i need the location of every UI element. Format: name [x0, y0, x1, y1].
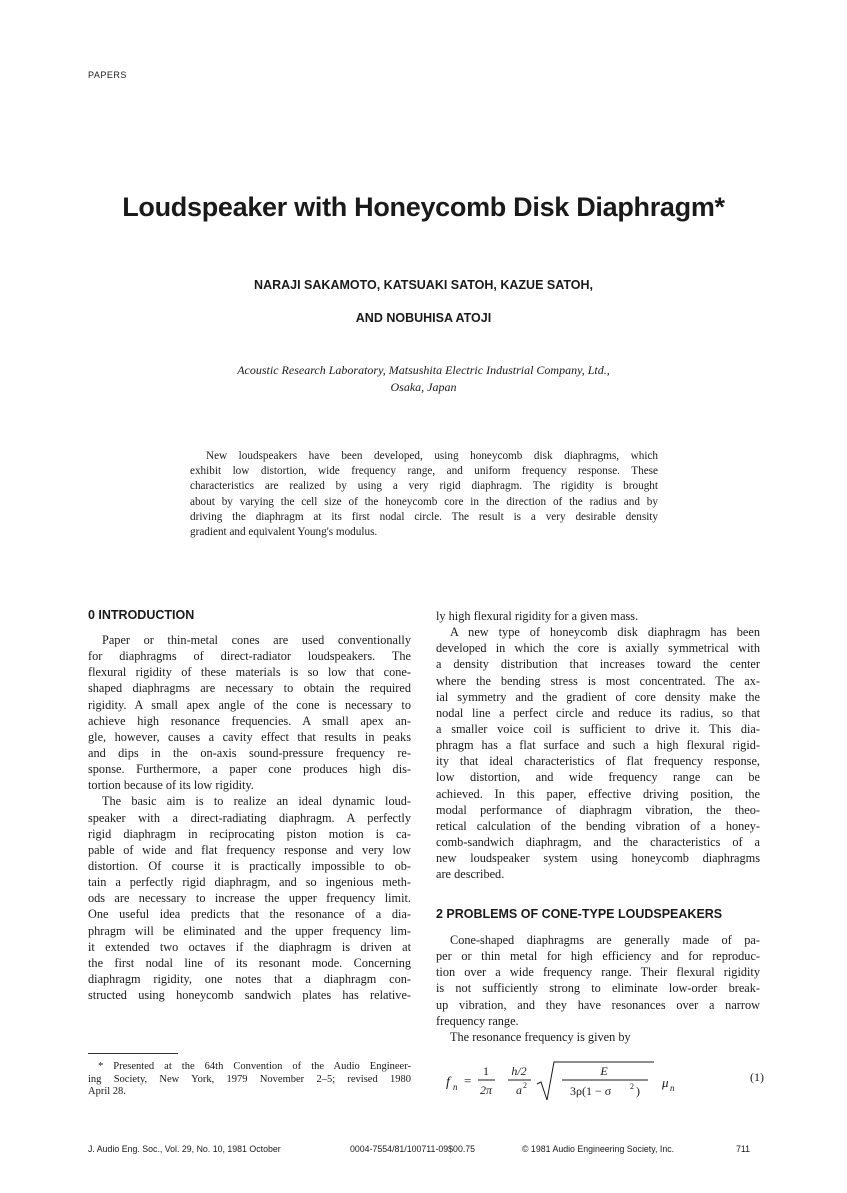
text-line: nodal line a perfect circle and reduce its radius, so that — [436, 705, 760, 720]
authors-line-2: AND NOBUHISA ATOJI — [355, 311, 492, 325]
abstract-line: New loudspeakers have been developed, using honeycomb disk diaphragms, which — [206, 450, 658, 462]
footnote-line: April 28. — [88, 1086, 126, 1097]
eq-den2-sup: 2 — [523, 1081, 527, 1090]
text-line: for diaphragms of direct-radiator loudspeakers. The — [88, 649, 411, 664]
running-head: PAPERS — [88, 70, 127, 80]
text-line: gle, however, causes a cavity effect that results in peaks — [88, 729, 411, 744]
eq-mu: μ — [662, 1075, 669, 1090]
text-line: tain a perfectly rigid diaphragm, and so ingenious meth- — [88, 875, 411, 890]
section-heading-problems: 2 PROBLEMS OF CONE-TYPE LOUDSPEAKERS — [436, 907, 723, 921]
text-line: the first nodal line of its resonant mode. Concerning — [88, 955, 411, 970]
text-line: phragm will be eliminated and the upper frequency lim- — [88, 923, 411, 938]
text-line: where the bending stress is most concentrated. The ax- — [436, 673, 760, 688]
footnote-line: * Presented at the 64th Convention of the Audio Engineer- — [98, 1061, 411, 1072]
text-line: The basic aim is to realize an ideal dynamic loud- — [102, 794, 411, 809]
eq-mu-sub: n — [670, 1083, 675, 1093]
text-line: Paper or thin-metal cones are used conventionally — [102, 633, 411, 647]
text-line: ly high flexural rigidity for a given mass. — [436, 609, 639, 623]
equation-graphic — [446, 1060, 746, 1104]
eq-root-num: E — [600, 1064, 608, 1078]
footnote-line: ing Society, New York, 1979 November 2–5; revised 1980 — [88, 1073, 411, 1085]
section-heading-introduction: 0 INTRODUCTION — [88, 608, 195, 622]
text-line: new loudspeaker system using honeycomb diaphragms — [436, 851, 760, 866]
affiliation-line-2: Osaka, Japan — [390, 380, 457, 394]
footer-journal: J. Audio Eng. Soc., Vol. 29, No. 10, 1981 October — [88, 1144, 281, 1154]
text-line: developed in which the core is axially symmetrical with — [436, 641, 760, 656]
eq-root-den-close: ) — [636, 1084, 640, 1098]
text-line: tortion because of its low rigidity. — [88, 778, 254, 793]
text-line: and dips in the on-axis sound-pressure frequency re- — [88, 745, 411, 760]
eq-root-den-sup: 2 — [630, 1082, 634, 1091]
text-line: phragm has a flat surface and such a high flexural rigid- — [436, 738, 760, 753]
abstract — [190, 449, 658, 540]
right-column-text-bottom — [436, 932, 760, 1045]
eq-den1: 2π — [479, 1083, 493, 1097]
equation-number: (1) — [750, 1070, 764, 1084]
text-line: speaker with a direct-radiating diaphragm. A perfectly — [88, 810, 411, 825]
text-line: a density distribution that increases toward the center — [436, 657, 760, 672]
abstract-line: exhibit low distortion, wide frequency range, and uniform frequency response. These — [190, 465, 658, 478]
footer-code: 0004-7554/81/100711-09$00.75 — [350, 1144, 476, 1154]
affiliation-line-1: Acoustic Research Laboratory, Matsushita Electric Industrial Company, Ltd., — [237, 363, 610, 377]
eq-lhs: f — [446, 1075, 450, 1090]
text-line: modal performance of diaphragm vibration, the theo- — [436, 802, 760, 817]
text-line: tion over a wide frequency range. Their flexural rigidity — [436, 965, 760, 980]
text-line: One useful idea predicts that the resonance of a dia- — [88, 907, 411, 922]
text-line: ial symmetry and the gradient of core density make the — [436, 689, 760, 704]
text-line: Cone-shaped diaphragms are generally made of pa- — [450, 933, 760, 947]
abstract-line: gradient and equivalent Young's modulus. — [190, 525, 378, 538]
paper-title: Loudspeaker with Honeycomb Disk Diaphragm* — [122, 192, 725, 222]
text-line: retical calculation of the bending vibration of a honey- — [436, 818, 760, 833]
eq-equals: = — [464, 1073, 472, 1088]
footnote-rule — [88, 1053, 178, 1054]
page-number: 711 — [736, 1144, 751, 1154]
footer-copyright: © 1981 Audio Engineering Society, Inc. — [522, 1144, 675, 1154]
text-line: diaphragm rigidity, one notes that a diaphragm con- — [88, 971, 411, 986]
text-line: ods are necessary to increase the upper frequency limit. — [88, 891, 411, 906]
text-line: distortion. Of course it is practically impossible to ob- — [88, 858, 411, 873]
text-line: achieve high resonance frequencies. A small apex an- — [88, 713, 411, 728]
text-line: per or thin metal for high efficiency and for reproduc- — [436, 949, 760, 964]
text-line: achieved. In this paper, effective driving position, the — [436, 786, 760, 801]
abstract-line: characteristics are realized by using a very rigid diaphragm. The rigidity is brought — [190, 480, 658, 493]
text-line: rigidity. A small apex angle of the cone is necessary to — [88, 697, 411, 712]
text-line: it extended two octaves if the diaphragm is driven at — [88, 939, 411, 954]
right-column-text-top — [436, 608, 760, 882]
abstract-line: about by varying the cell size of the honeycomb core in the direction of the radius and by — [190, 495, 658, 508]
authors-line-1: NARAJI SAKAMOTO, KATSUAKI SATOH, KAZUE SATOH, — [254, 278, 593, 292]
text-line: rigid diaphragm in reciprocating piston motion is ca- — [88, 826, 411, 841]
equation-1 — [446, 1060, 776, 1104]
text-line: flexural rigidity of these materials is so low that cone- — [88, 665, 411, 680]
text-line: a smaller voice coil is sufficient to drive it. This dia- — [436, 721, 760, 736]
eq-root-den: 3ρ(1 − σ — [570, 1084, 612, 1098]
text-line: The resonance frequency is given by — [450, 1029, 631, 1044]
text-line: ity that ideal characteristics of flat frequency response, — [436, 754, 760, 769]
text-line: up vibration, and they have resonances over a narrow — [436, 997, 760, 1012]
text-line: is not sufficiently strong to eliminate low-order break- — [436, 981, 760, 996]
eq-lhs-sub: n — [453, 1082, 458, 1092]
text-line: shaped diaphragms are necessary to obtain the required — [88, 681, 411, 696]
eq-num2: h/2 — [511, 1064, 527, 1078]
text-line: frequency range. — [436, 1013, 519, 1028]
text-line: sponse. Furthermore, a paper cone produces high dis- — [88, 762, 411, 777]
text-line: pable of wide and flat frequency response and very low — [88, 842, 411, 857]
text-line: low distortion, and wide frequency range can be — [436, 770, 760, 785]
eq-num1: 1 — [483, 1064, 489, 1078]
text-line: A new type of honeycomb disk diaphragm has been — [450, 625, 760, 640]
text-line: structed using honeycomb sandwich plates has relative- — [88, 988, 411, 1003]
text-line: comb-sandwich diaphragm, and the characteristics of a — [436, 834, 760, 849]
text-line: are described. — [436, 867, 505, 882]
abstract-line: driving the diaphragm at its first nodal circle. The result is a very desirable density — [190, 510, 658, 523]
left-column-text — [88, 632, 411, 1003]
eq-den2: a — [516, 1083, 522, 1097]
footnote — [88, 1061, 411, 1099]
